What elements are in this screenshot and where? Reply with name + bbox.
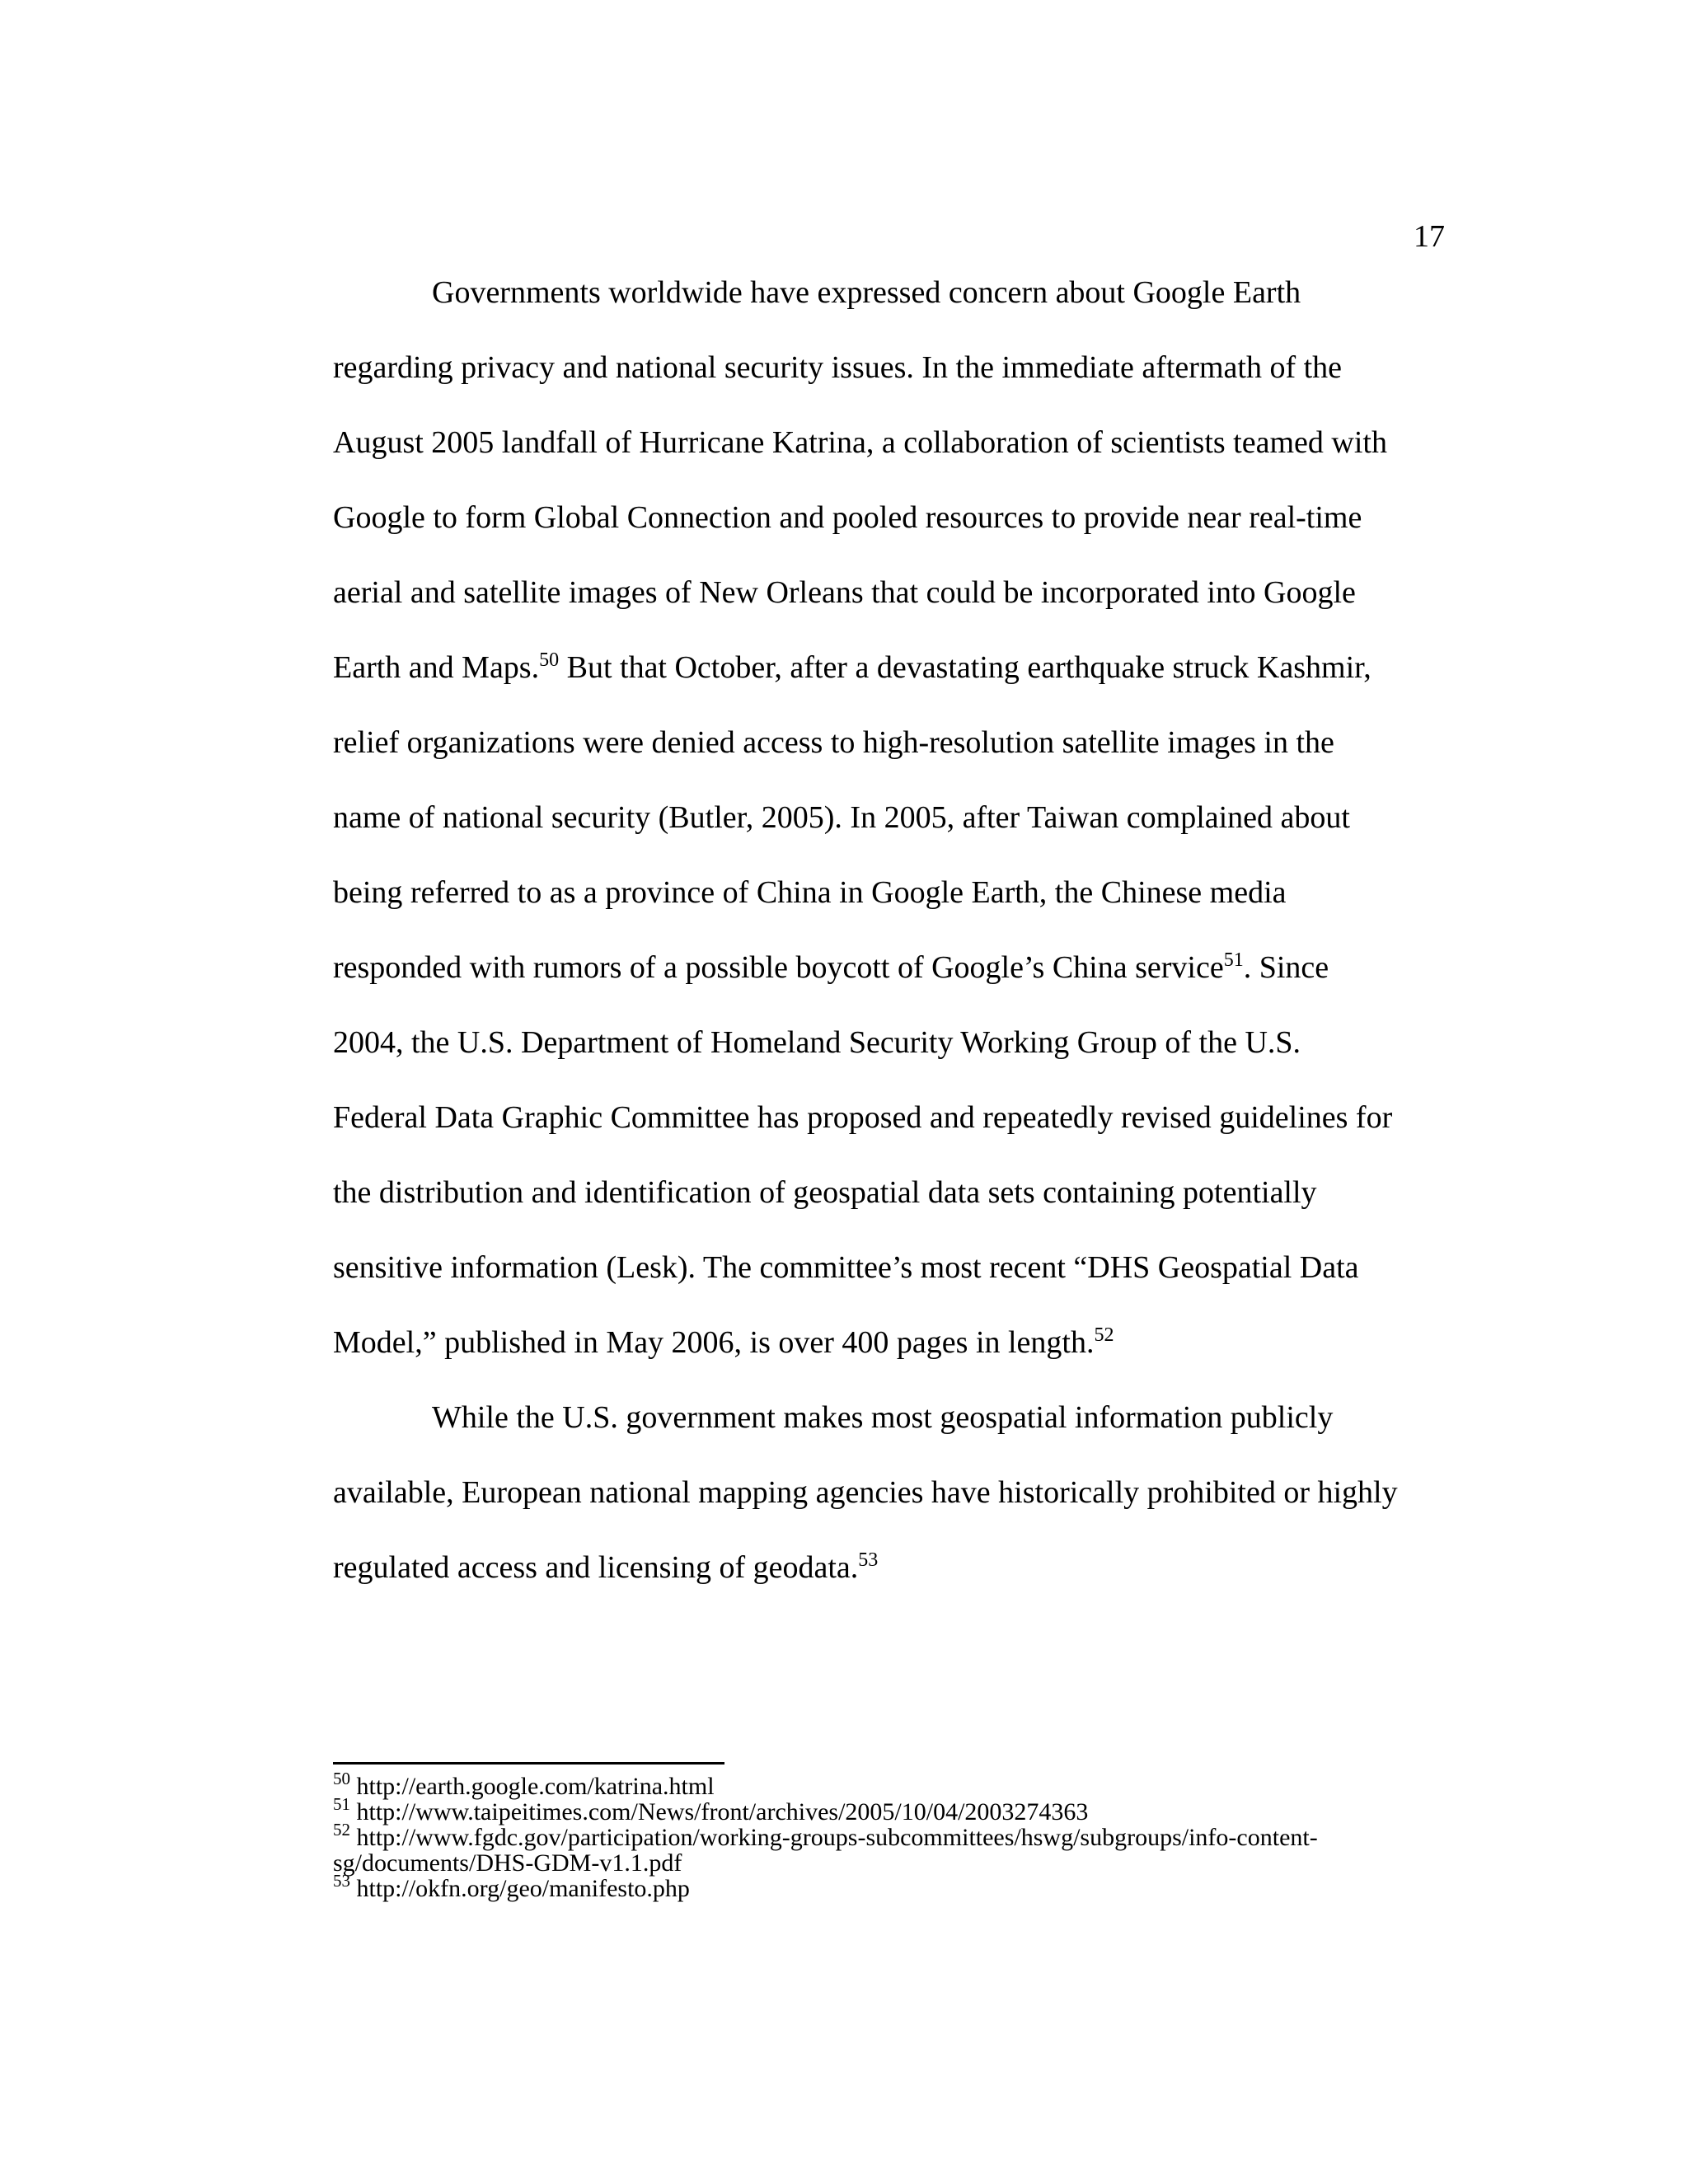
text-segment: But that October, after a devastating earthquake struck Kashmir, xyxy=(559,650,1372,685)
text-segment: . Since xyxy=(1243,950,1329,985)
footnote-51 xyxy=(333,1794,1462,1825)
body-text xyxy=(333,262,1454,1612)
text-line xyxy=(333,1462,1454,1537)
text-segment: Governments worldwide have expressed concern about Google Earth xyxy=(432,275,1301,310)
footnote-52-continuation xyxy=(333,1850,1462,1876)
text-segment: the distribution and identification of geospatial data sets containing potentially xyxy=(333,1175,1317,1210)
text-segment: sensitive information (Lesk). The committee’s most recent “DHS Geospatial Data xyxy=(333,1250,1359,1285)
text-line xyxy=(333,487,1454,562)
footnote-53 xyxy=(333,1871,1462,1902)
text-segment: While the U.S. government makes most geospatial information publicly xyxy=(432,1400,1334,1435)
text-segment: regulated access and licensing of geodata. xyxy=(333,1550,859,1585)
text-segment: available, European national mapping agencies have historically prohibited or highly xyxy=(333,1475,1398,1510)
text-segment: name of national security (Butler, 2005). In 2005, after Taiwan complained about xyxy=(333,800,1350,835)
text-line xyxy=(333,862,1454,937)
footnote-number: 53 xyxy=(333,1871,350,1891)
text-segment: Federal Data Graphic Committee has proposed and repeatedly revised guidelines for xyxy=(333,1100,1393,1135)
footnote-link-continuation[interactable]: sg/documents/DHS-GDM-v1.1.pdf xyxy=(333,1849,682,1877)
text-segment: aerial and satellite images of New Orleans that could be incorporated into Google xyxy=(333,575,1356,610)
text-segment: Earth and Maps. xyxy=(333,650,540,685)
footnote-link[interactable]: http://www.taipeitimes.com/News/front/archives/2005/10/04/2003274363 xyxy=(356,1798,1089,1825)
text-line xyxy=(333,787,1454,862)
paragraph-2 xyxy=(333,1387,1454,1612)
footnotes xyxy=(333,1769,1462,1902)
paragraph-1 xyxy=(333,262,1454,1387)
text-line xyxy=(333,412,1454,487)
text-line xyxy=(333,1012,1454,1087)
text-segment: August 2005 landfall of Hurricane Katrina, a collaboration of scientists teamed with xyxy=(333,425,1387,460)
text-segment: 2004, the U.S. Department of Homeland Security Working Group of the U.S. xyxy=(333,1025,1301,1060)
text-line xyxy=(333,1162,1454,1237)
text-line xyxy=(333,562,1454,637)
footnote-ref-53: 53 xyxy=(858,1549,879,1571)
footnote-number: 51 xyxy=(333,1794,350,1814)
footnote-separator xyxy=(333,1762,724,1765)
text-segment: Google to form Global Connection and pooled resources to provide near real-time xyxy=(333,500,1362,535)
text-segment: responded with rumors of a possible boycott of Google’s China service xyxy=(333,950,1224,985)
text-segment: relief organizations were denied access to high-resolution satellite images in the xyxy=(333,725,1334,760)
text-line xyxy=(333,337,1454,412)
footnote-link[interactable]: http://www.fgdc.gov/participation/working-groups-subcommittees/hswg/subgroups/info-content- xyxy=(356,1824,1318,1851)
footnote-52 xyxy=(333,1820,1462,1851)
footnote-link[interactable]: http://okfn.org/geo/manifesto.php xyxy=(356,1875,690,1902)
footnote-50 xyxy=(333,1769,1462,1800)
text-line xyxy=(333,1087,1454,1162)
text-line xyxy=(333,637,1454,712)
text-line xyxy=(333,1237,1454,1312)
footnote-number: 52 xyxy=(333,1820,350,1840)
page-number: 17 xyxy=(1414,219,1445,254)
text-line xyxy=(333,1387,1454,1462)
text-line xyxy=(333,262,1454,337)
text-segment: regarding privacy and national security issues. In the immediate aftermath of the xyxy=(333,350,1343,385)
text-line xyxy=(333,1537,1454,1612)
footnote-ref-51: 51 xyxy=(1223,949,1244,971)
footnote-ref-50: 50 xyxy=(539,649,560,671)
footnote-ref-52: 52 xyxy=(1094,1324,1114,1346)
text-segment: being referred to as a province of China in Google Earth, the Chinese media xyxy=(333,875,1287,910)
text-segment: Model,” published in May 2006, is over 400 pages in length. xyxy=(333,1325,1095,1360)
text-line xyxy=(333,937,1454,1012)
footnote-link[interactable]: http://earth.google.com/katrina.html xyxy=(356,1773,715,1800)
text-line xyxy=(333,712,1454,787)
footnote-number: 50 xyxy=(333,1769,350,1788)
text-line xyxy=(333,1312,1454,1387)
